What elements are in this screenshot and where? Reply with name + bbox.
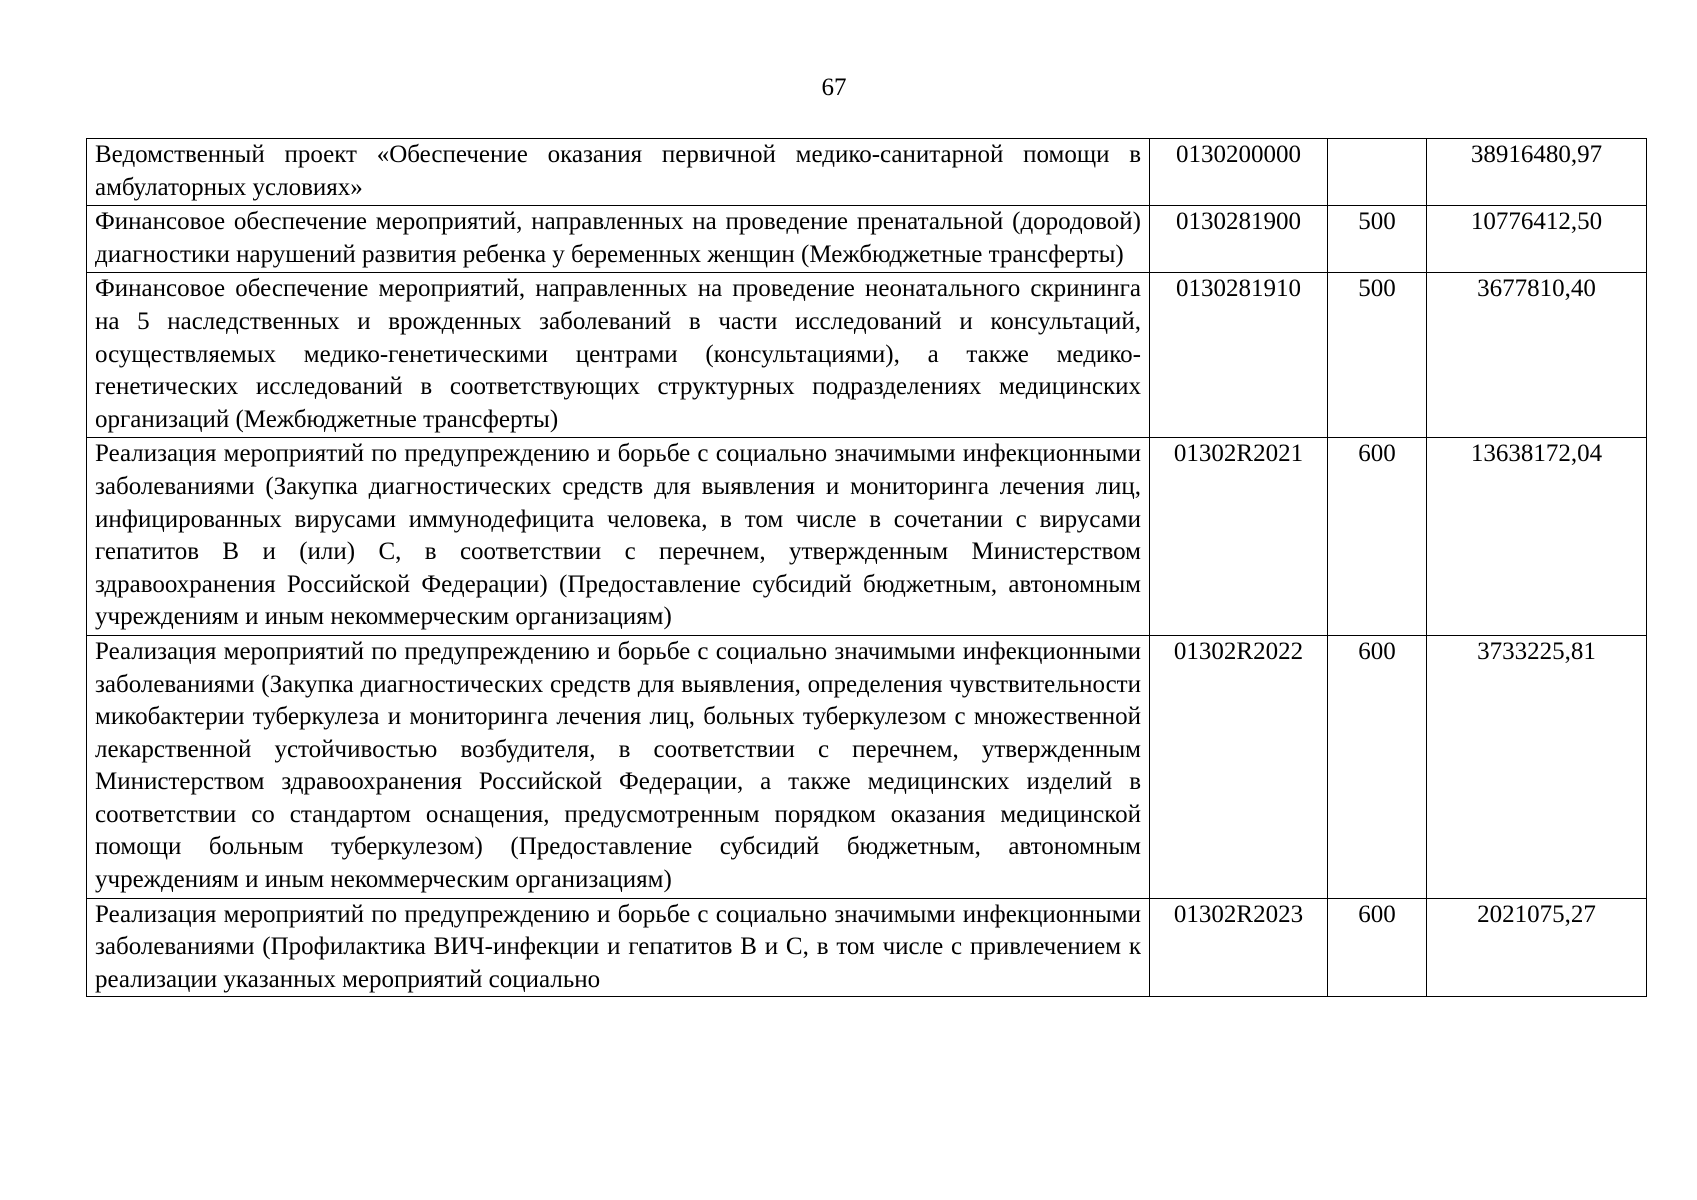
row-code: 0130200000 (1150, 139, 1328, 206)
row-name: Реализация мероприятий по предупреждению и борьбе с социально значимыми инфекционными заболеваниями (Профилактика ВИЧ-инфекции и гепатитов B и C, в том числе с привлечением к реализации указанных мероприятий социально (95, 900, 1141, 993)
row-sum: 38916480,97 (1427, 139, 1647, 206)
row-code: 0130281910 (1150, 273, 1328, 438)
row-expense-type: 500 (1328, 273, 1427, 438)
table-row (87, 438, 1647, 636)
row-sum: 2021075,27 (1427, 898, 1647, 996)
row-sum: 3733225,81 (1427, 635, 1647, 898)
row-code: 01302R2021 (1150, 438, 1328, 636)
row-name: Финансовое обеспечение мероприятий, направленных на проведение пренатальной (дородовой) диагностики нарушений развития ребенка у беременных женщин (Межбюджетные трансферты) (87, 206, 1150, 273)
table-row (87, 635, 1647, 898)
row-sum: 3677810,40 (1427, 273, 1647, 438)
table-row (87, 139, 1647, 206)
row-expense-type (1328, 139, 1427, 206)
row-code: 01302R2023 (1150, 898, 1328, 996)
row-code: 01302R2022 (1150, 635, 1328, 898)
page-number: 67 (821, 74, 847, 101)
table-row (87, 898, 1647, 996)
row-expense-type: 600 (1328, 438, 1427, 636)
row-code: 0130281900 (1150, 206, 1328, 273)
row-expense-type: 600 (1328, 898, 1427, 996)
row-expense-type: 500 (1328, 206, 1427, 273)
row-expense-type: 600 (1328, 635, 1427, 898)
table-row (87, 273, 1647, 438)
row-sum: 10776412,50 (1427, 206, 1647, 273)
row-sum: 13638172,04 (1427, 438, 1647, 636)
table-row (87, 206, 1647, 273)
row-name-cell (87, 898, 1150, 996)
row-name: Ведомственный проект «Обеспечение оказания первичной медико-санитарной помощи в амбулаторных условиях» (87, 139, 1150, 206)
budget-table (86, 138, 1647, 997)
row-name: Реализация мероприятий по предупреждению и борьбе с социально значимыми инфекционными заболеваниями (Закупка диагностических средств для выявления и мониторинга лечения лиц, инфицированных вирусами иммунодефицита человека, в том числе в сочетании с вирусами гепатитов B и (или) C, в соответствии с перечнем, утвержденным Министерством здравоохранения Российской Федерации) (Предоставление субсидий бюджетным, автономным учреждениям и иным некоммерческим организациям) (87, 438, 1150, 636)
row-name: Реализация мероприятий по предупреждению и борьбе с социально значимыми инфекционными заболеваниями (Закупка диагностических средств для выявления, определения чувствительности микобактерии туберкулеза и мониторинга лечения лиц, больных туберкулезом с множественной лекарственной устойчивостью возбудителя, в соответствии с перечнем, утвержденным Министерством здравоохранения Российской Федерации, а также медицинских изделий в соответствии со стандартом оснащения, предусмотренным порядком оказания медицинской помощи больным туберкулезом) (Предоставление субсидий бюджетным, автономным учреждениям и иным некоммерческим организациям) (87, 635, 1150, 898)
row-name: Финансовое обеспечение мероприятий, направленных на проведение неонатального скрининга на 5 наследственных и врожденных заболеваний в части исследований и консультаций, осуществляемых медико-генетическими центрами (консультациями), а также медико-генетических исследований в соответствующих структурных подразделениях медицинских организаций (Межбюджетные трансферты) (87, 273, 1150, 438)
